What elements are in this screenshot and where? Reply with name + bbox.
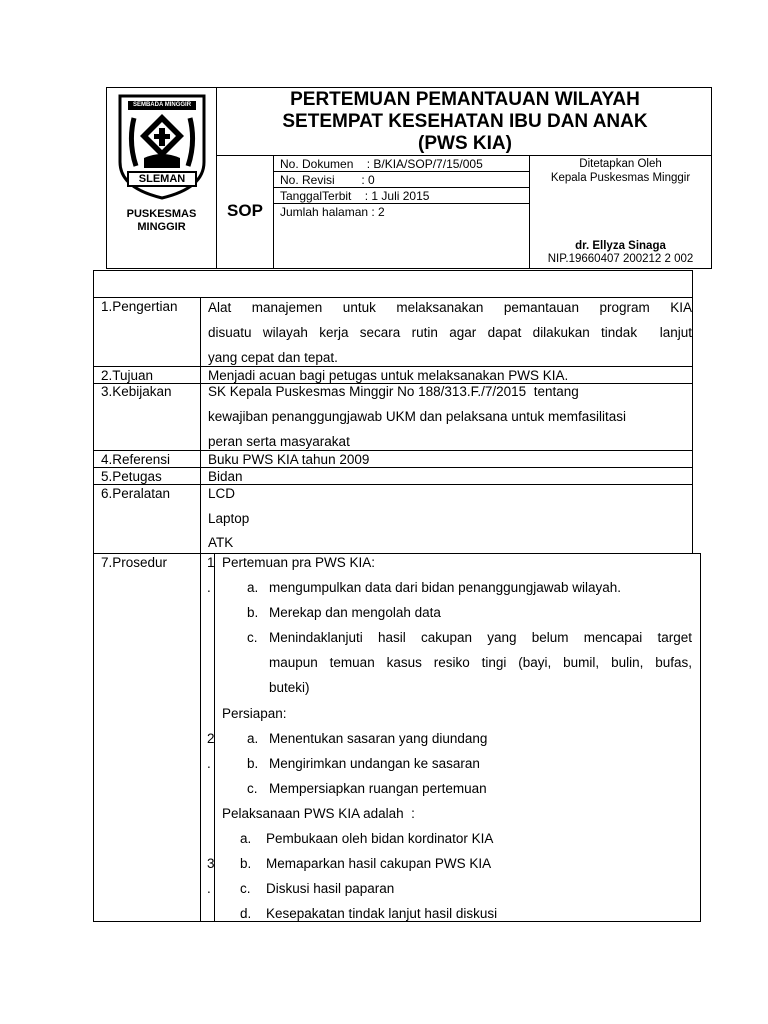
label-tujuan: 2.Tujuan [101, 368, 154, 383]
sop-label: SOP [227, 201, 263, 220]
section2-item-c: Mempersiapkan ruangan pertemuan [269, 781, 487, 796]
section2-mark-c: c. [247, 781, 258, 796]
org-name-line2: MINGGIR [137, 221, 186, 233]
prosedur-num-1-dot: . [207, 580, 211, 595]
section1-mark-a: a. [247, 580, 259, 595]
doc-revision: No. Revisi : 0 [280, 173, 375, 187]
section2-item-b: Mengirimkan undangan ke sasaran [269, 756, 480, 771]
body-border-top [93, 270, 693, 271]
section2-mark-a: a. [247, 731, 259, 746]
section2-item-a: Menentukan sasaran yang diundang [269, 731, 488, 746]
section3-item-b: Memaparkan hasil cakupan PWS KIA [266, 856, 492, 871]
label-kebijakan: 3.Kebijakan [101, 384, 172, 399]
header-border-left [106, 87, 107, 268]
section1-mark-c: c. [247, 630, 258, 645]
section3-mark-d: d. [240, 906, 252, 921]
prosedur-num-2: 2 [207, 731, 215, 746]
body-border-left [93, 270, 94, 922]
logo-label: SLEMAN [138, 173, 186, 185]
section1-item-c: Menindaklanjuti hasil cakupan yang belum mencapai target [269, 630, 692, 645]
section3-item-c: Diskusi hasil paparan [266, 881, 395, 896]
row-line-prosedur [93, 553, 701, 554]
section1-heading: Pertemuan pra PWS KIA: [222, 555, 376, 570]
doc-number: No. Dokumen : B/KIA/SOP/7/15/005 [280, 157, 483, 171]
kebijakan-line1: SK Kepala Puskesmas Minggir No 188/313.F./7/2015 tentang [208, 384, 579, 399]
approver-title: Kepala Puskesmas Minggir [550, 172, 691, 184]
prosedur-border-right [700, 553, 701, 922]
section1-item-c-cont2: buteki) [269, 680, 310, 695]
pengertian-line1: Alat manajemen untuk melaksanakan pemantauan program KIA [208, 300, 692, 315]
label-peralatan: 6.Peralatan [101, 486, 171, 501]
section3-mark-c: c. [240, 881, 251, 896]
label-pengertian: 1.Pengertian [101, 299, 178, 314]
header-logo-divider [216, 87, 217, 268]
header-title-divider [216, 155, 711, 156]
peralatan-item-lcd: LCD [208, 486, 236, 501]
row-line-petugas [93, 467, 693, 468]
body-border-bottom [93, 921, 701, 922]
doc-title-line1: PERTEMUAN PEMANTAUAN WILAYAH [290, 89, 640, 110]
header-border-bottom [106, 268, 712, 269]
row-line-referensi [93, 450, 693, 451]
section1-item-a: mengumpulkan data dari bidan penanggungjawab wilayah. [269, 580, 622, 595]
section3-item-d: Kesepakatan tindak lanjut hasil diskusi [266, 906, 498, 921]
section3-heading: Pelaksanaan PWS KIA adalah : [222, 806, 415, 821]
doc-title-line3: (PWS KIA) [418, 133, 512, 154]
section3-mark-a: a. [240, 831, 252, 846]
header-border-top [106, 87, 712, 88]
section1-item-c-cont1: maupun temuan kasus resiko tingi (bayi, bumil, bulin, bufas, [269, 655, 692, 670]
section1-item-b: Merekap dan mengolah data [269, 605, 441, 620]
referensi-text: Buku PWS KIA tahun 2009 [208, 452, 370, 467]
row-line-peralatan [93, 484, 693, 485]
kebijakan-line3: peran serta masyarakat [208, 434, 350, 449]
prosedur-num-3: 3 [207, 856, 215, 871]
body-border-right [692, 270, 693, 554]
prosedur-num-2-dot: . [207, 756, 211, 771]
section2-mark-b: b. [247, 756, 259, 771]
prosedur-num-3-dot: . [207, 881, 211, 896]
approved-by: Ditetapkan Oleh [579, 158, 662, 170]
signer-nip: NIP.19660407 200212 2 002 [547, 253, 694, 265]
doc-row-line-2 [273, 187, 529, 188]
logo-top-label: SEMBADA MINGGIR [132, 102, 192, 108]
section3-item-a: Pembukaan oleh bidan kordinator KIA [266, 831, 494, 846]
label-petugas: 5.Petugas [101, 469, 162, 484]
peralatan-item-laptop: Laptop [208, 511, 250, 526]
tujuan-text: Menjadi acuan bagi petugas untuk melaksanakan PWS KIA. [208, 368, 569, 383]
doc-title-line2: SETEMPAT KESEHATAN IBU DAN ANAK [282, 111, 648, 132]
label-prosedur: 7.Prosedur [101, 555, 168, 570]
doc-row-line-3 [273, 203, 529, 204]
signer-name: dr. Ellyza Sinaga [575, 240, 666, 252]
doc-issue-date: TanggalTerbit : 1 Juli 2015 [280, 189, 430, 203]
body-label-divider [200, 297, 201, 922]
sleman-logo [114, 92, 210, 202]
pengertian-line2: disuatu wilayah kerja secara rutin agar dapat dilakukan tindak lanjut [208, 325, 692, 340]
section1-mark-b: b. [247, 605, 259, 620]
prosedur-num-1: 1 [207, 555, 215, 570]
label-referensi: 4.Referensi [101, 452, 171, 467]
section2-heading: Persiapan: [222, 706, 287, 721]
petugas-text: Bidan [208, 469, 243, 484]
doc-page-count: Jumlah halaman : 2 [280, 205, 385, 219]
pengertian-line3: yang cepat dan tepat. [208, 350, 338, 365]
peralatan-item-atk: ATK [208, 535, 234, 550]
kebijakan-line2: kewajiban penanggungjawab UKM dan pelaksana untuk memfasilitasi [208, 409, 627, 424]
org-name-line1: PUSKESMAS [126, 208, 197, 220]
section3-mark-b: b. [240, 856, 252, 871]
doc-row-line-1 [273, 171, 529, 172]
